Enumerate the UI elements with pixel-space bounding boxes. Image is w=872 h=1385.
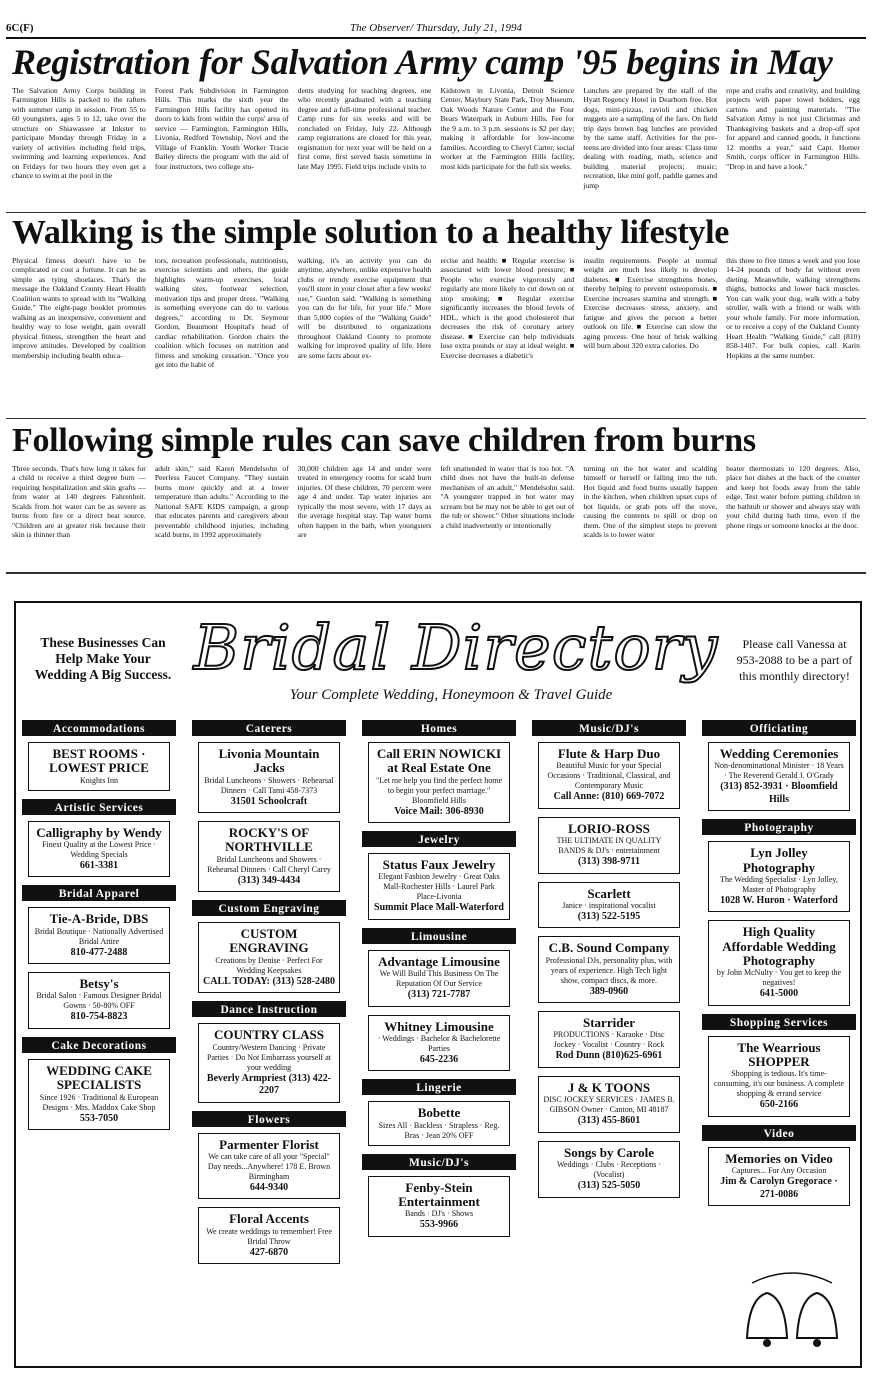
advertisement (538, 936, 680, 1003)
directory-column (532, 720, 686, 1206)
directory-column (192, 720, 346, 1272)
advertisement (538, 742, 680, 809)
category-heading: Photography (702, 819, 856, 835)
ad-business-name: Flute & Harp Duo (557, 746, 661, 761)
category-heading: Music/DJ's (362, 1154, 516, 1170)
ad-business-name: Whitney Limousine (384, 1018, 494, 1034)
advertisement (198, 821, 340, 892)
advertisement (708, 1147, 850, 1206)
headline: Following simple rules can save children from burns (12, 422, 756, 459)
ad-business-name: Starrider (583, 1015, 635, 1031)
ad-contact: (313) 455-8601 (577, 1115, 641, 1127)
ad-contact: Summit Place Mall-Waterford (374, 902, 504, 914)
ad-description: "Let me help you find the perfect home to begin your perfect marriage." Bloomfield Hills (375, 775, 503, 805)
ad-description: We can take care of all your "Special" Day needs...Anywhere! 178 E. Brown Birmingham (207, 1151, 331, 1181)
ad-contact: 810-477-2488 (70, 946, 128, 958)
advertisement (368, 742, 510, 823)
ad-contact: 1028 W. Huron · Waterford (720, 894, 838, 906)
ad-description: Sizes All · Backless · Strapless · Reg. Bras · Jean 20% OFF (378, 1120, 500, 1140)
body-column: 30,000 children age 14 and under were treated in emergency rooms for scald burn injuries. Of these children, 70 percent were age 4 and under. Tap water injuries are typically the most severe, with 17 days as the average hospital stay. Tap water burns often happen in the bath, when youngsters are (297, 464, 432, 540)
body-column: this three to five times a week and you lose 14-24 pounds of body fat without even dieting. Meanwhile, walking strengthens thighs, buttocks and lower back muscles. You can walk your dog, walk with a baby stroller, walk with a friend or walk with your whole family. For more information, or to receive a copy of the Oakland County Heart Health "Walking Guide," call (810) 858-1407. For bulk copies, call Karin Hopkins at the same number. (726, 256, 860, 360)
body-column: ercise and health: ■ Regular exercise is associated with lower blood pressure; ■ People who exercise vigorously and regularly are more likely to cut down on or stop smoking; ■ Regular exercise significantly increases the blood levels of HDL, which is the good cholesterol that decreases the risk of coronary artery disease. ■ Exercise can help individuals lose extra pounds or stay at ideal weight. ■ Exercise decreases a diabetic's (440, 256, 575, 360)
ad-description: DISC JOCKEY SERVICES · JAMES B. GIBSON Owner · Canton, MI 48187 (543, 1095, 675, 1115)
category-heading: Music/DJ's (532, 720, 686, 736)
ad-business-name: Bobette (417, 1105, 461, 1121)
ad-description: THE ULTIMATE IN QUALITY BANDS & DJ's · entertainment (556, 836, 662, 856)
body-column: tors, recreation professionals, nutritionists, exercise scientists and others, the guide highlights warm-up exercises, local walking sites, footwear selection, motivation tips and proper dress. "Walking is something everyone can do to various degrees," according to Dr. Seymour Gordon, Beaumont Hospital's head of cardiac rehabilitation. Gordon chairs the coalition which focuses on nutrition and fitness and smoking cessation. "Once you get into the habit of (154, 256, 289, 370)
body-column: Forest Park Subdivision in Farmington Hills. This marks the sixth year the Farmington Hills facility has opened its doors to kids from within the corps' area of service — Farmington, Farmington Hills, Livonia, Redford Township, Novi and the Village of Franklin. Youth Worker Tracie Bailey directs the program with the aid of four instructors, two college stu- (154, 86, 289, 171)
advertisement (538, 1076, 680, 1133)
ad-description: Beautiful Music for your Special Occasions · Traditional, Classical, and Contemporary Music (547, 761, 671, 791)
category-heading: Custom Engraving (192, 900, 346, 916)
ad-description: PRODUCTIONS · Karaoke · Disc Jockey · Vocalist · Country · Rock (553, 1030, 665, 1050)
body-column: Kidstown in Livonia, Detroit Science Center, Maybury State Park, Troy Museum, Oak Woods Nature Center and the Four Bears Waterpark in Auburn Hills. Fee for the 9 a.m. to 3 p.m. sessions is $2 per day; making it affordable for low-income families. According to Cheryl Carter, social worker at the Farmington Hills facility, most kids participate for the full six weeks. (440, 86, 575, 171)
category-heading: Bridal Apparel (22, 885, 176, 901)
advertisement (28, 972, 170, 1029)
ad-description: Janice · inspirational vocalist (562, 900, 656, 910)
masthead: The Observer/ Thursday, July 21, 1994 (349, 22, 522, 34)
ad-business-name: Call ERIN NOWICKI at Real Estate One (376, 746, 502, 776)
category-heading: Caterers (192, 720, 346, 736)
ad-business-name: Floral Accents (229, 1211, 309, 1227)
ad-contact: Beverly Armpriest (313) 422-2207 (206, 1072, 332, 1097)
section-divider (6, 572, 866, 574)
ad-contact: 644-9340 (249, 1181, 289, 1193)
ad-business-name: LORIO-ROSS (568, 820, 650, 836)
ad-business-name: Wedding Ceremonies (719, 746, 839, 761)
body-column: insulin requirements. People at normal weight are much less likely to develop diabetes. ■ Exercise strengthens bones, thereby helping to prevent osteoporosis. ■ Exercise increases stamina and strength. ■ Exercise decreases stress, anxiety, and fatigue and gives the person a better outlook on life. ■ Exercise can slow the aging process. One hour of brisk walking will burn about 320 extra calories. Do (583, 256, 718, 351)
headline: Walking is the simple solution to a healthy lifestyle (12, 214, 730, 251)
ad-description: · Weddings · Bachelor & Bachelorette Parties (377, 1033, 501, 1053)
advertisement (538, 1011, 680, 1068)
ad-business-name: Parmenter Florist (219, 1136, 319, 1152)
body-column: left unattended in water that is too hot. "A child does not have the built-in defense mechanism of an adult," Mendelsohn said. "A youngster trapped in hot water may scream but he may not be able to get out of the tub or shower." Other situations include a child inadvertently or intentionally (440, 464, 575, 530)
page-header (6, 20, 866, 36)
advertisement (708, 1036, 850, 1117)
category-heading: Artistic Services (22, 799, 176, 815)
ad-description: We create weddings to remember! Free Bridal Throw (206, 1226, 332, 1246)
story-burns (12, 424, 860, 569)
advertisement (708, 742, 850, 811)
advertisement (368, 1176, 510, 1237)
ad-contact: Rod Dunn (810)625-6961 (555, 1050, 663, 1062)
page-number: 6C(F) (6, 22, 34, 34)
directory-subtitle: Your Complete Wedding, Honeymoon & Travel Guide (289, 687, 613, 703)
ad-contact: 641-5000 (759, 988, 799, 1000)
story-walking (12, 216, 860, 396)
ad-business-name: CUSTOM ENGRAVING (229, 926, 309, 956)
ad-business-name: Livonia Mountain Jacks (218, 746, 320, 776)
category-heading: Officiating (702, 720, 856, 736)
body-column: dents studying for teaching degrees, one who recently graduated with a teaching degree and a full-time professional teacher. Camp runs for six weeks and will be concluded on Friday, July 22. Although camp registrations are closed for this year, registration for next year will be held on a first come, first served basis sometime in late May 1995. Field trips include visits to (297, 86, 432, 171)
body-column: The Salvation Army Corps building in Farmington Hills is packed to the rafters with summer camp in session. From 55 to 60 youngsters, ages 5 to 12, take over the structure on Shiawassee at Inkster to participate Monday through Friday in a variety of activities including field trips, swimming and learning experiences. And on Fridays for two hours they even get a chance to swim at the pool in the (12, 86, 146, 181)
body-column: Lunches are prepared by the staff of the Hyatt Regency Hotel in Dearborn free. Hot dogs, mini-pizzas, ravioli and chicken nuggets are a sampling of the fare. On field trip days brown bag lunches are provided by the same staff. Activities for the pre-teens are divided into four areas: Class time dealing with reading, math, science and building material projects; music; recreation, like mini golf, paddle games and jump (583, 86, 718, 190)
directory-contact-note: Please call Vanessa at 953-2088 to be a part of this monthly directory! (736, 637, 853, 684)
category-heading: Homes (362, 720, 516, 736)
body-column: turning on the hot water and scalding himself or herself or falling into the tub. Hot liquid and food burns usually happen in the kitchen, when children upset cups of hot liquids, or grab pots off the stove, causing the contents to spill or drop on them. One of the simplest steps to prevent scalds is to lower water (583, 464, 718, 540)
story-salvation-army (12, 44, 860, 206)
bridal-directory (14, 601, 862, 1368)
body-column: rope and crafts and creativity, and building projects with paper towel holders, egg cartons and painting materials. "The Salvation Army is not just Christmas and Thanksgiving baskets and a drop-off spot for apparel and canned goods, it functions 12 months a year," said Capt. Homer Smith, corps officer in Farmington Hills. "Drop in and have a look." (726, 86, 860, 171)
ad-business-name: The Wearrious SHOPPER (737, 1039, 821, 1070)
ad-description: Non-denominational Minister · 18 Years · The Reverend Gerald J. O'Grady (714, 761, 844, 781)
ad-business-name: WEDDING CAKE SPECIALISTS (46, 1062, 152, 1093)
ad-business-name: COUNTRY CLASS (214, 1027, 324, 1043)
ad-business-name: Tie-A-Bride, DBS (49, 911, 149, 927)
ad-description: Weddings · Clubs · Receptions · (Vocalist) (556, 1160, 661, 1180)
ad-business-name: Scarlett (587, 885, 631, 901)
category-heading: Accommodations (22, 720, 176, 736)
ad-contact: CALL TODAY: (313) 528-2480 (203, 975, 335, 987)
category-heading: Lingerie (362, 1079, 516, 1095)
category-heading: Flowers (192, 1111, 346, 1127)
advertisement (198, 1133, 340, 1200)
ad-description: We Will Build This Business On The Reputation Of Our Service (379, 969, 499, 989)
ad-contact: (313) 525-5050 (577, 1180, 641, 1192)
ad-description: Knights Inn (80, 775, 118, 785)
category-heading: Dance Instruction (192, 1001, 346, 1017)
advertisement (538, 882, 680, 929)
ad-description: Bridal Boutique · Nationally Advertised Bridal Attire (34, 926, 164, 946)
ad-contact: Jim & Carolyn Gregorace · 271-0086 (720, 1176, 838, 1200)
body-column: heater thermostats to 120 degrees. Also, place hot dishes at the back of the counter and keep hot foods away from the table edge. Test water before putting children in the bathtub or shower and always stay with your child during bath time, even if the phone rings or someone knocks at the door. (726, 464, 860, 530)
advertisement (28, 742, 170, 791)
ad-contact: 553-9966 (419, 1219, 459, 1231)
ad-business-name: Advantage Limousine (378, 953, 500, 969)
ad-description: Bands · DJ's · Shows (404, 1209, 474, 1219)
advertisement (538, 1141, 680, 1198)
headline: Registration for Salvation Army camp '95 begins in May (12, 42, 833, 82)
ad-contact: 31501 Schoolcraft (230, 795, 308, 807)
advertisement (28, 1059, 170, 1130)
ad-contact: (313) 721-7787 (407, 989, 471, 1001)
ad-contact: Voice Mail: 306-8930 (394, 805, 484, 817)
ad-contact: 810-754-8823 (70, 1011, 128, 1023)
story-divider (6, 212, 866, 213)
ad-description: Creations by Denise · Perfect For Wedding Keepsakes (215, 955, 323, 975)
ad-contact: (313) 398-9711 (578, 856, 640, 868)
ad-description: Captures... For Any Occasion (731, 1166, 827, 1176)
category-heading: Jewelry (362, 831, 516, 847)
ad-business-name: Calligraphy by Wendy (36, 824, 162, 840)
ad-contact: 650-2166 (759, 1099, 799, 1111)
ad-description: Professional DJs, personality plus, with years of experience. High Tech light show, compact discs, & more. (545, 955, 673, 985)
advertisement (708, 841, 850, 912)
ad-contact: 645-2236 (419, 1053, 459, 1065)
ad-description: Bridal Salon · Famous Designer Bridal Gowns · 50-80% OFF (36, 991, 162, 1011)
ad-business-name: BEST ROOMS · LOWEST PRICE (49, 746, 149, 776)
body-column: walking, it's an activity you can do anytime, anywhere, unlike expensive health clubs or trendy exercise equipment that you'll store in your closet after a few weeks' use," Gordon said. "Walking is something you can do for life, for your life." More than 5,000 copies of the "Walking Guide" will be distributed to organizations throughout Oakland County to promote walking for improved quality of life. Here are some facts about ex- (297, 256, 432, 360)
ad-business-name: ROCKY'S OF NORTHVILLE (225, 825, 313, 855)
ad-business-name: Songs by Carole (563, 1144, 655, 1160)
ad-description: Country/Western Dancing · Private Parties · Do Not Embarrass yourself at your wedding (207, 1042, 331, 1072)
category-heading: Limousine (362, 928, 516, 944)
body-column: Physical fitness doesn't have to be complicated or cost a fortune. It can be as simple as tying shoelaces. That's the message the Oakland County Heart Health Coalition wants to spread with its "Walking Guide." The eight-page booklet promotes walking as an inexpensive, convenient and healthy way to lose weight, gain overall physical fitness, strengthen the heart and improve attitudes. Developed by coalition membership including health educa- (12, 256, 146, 360)
advertisement (198, 1207, 340, 1264)
category-heading: Shopping Services (702, 1014, 856, 1030)
ad-description: Finest Quality at the Lowest Price · Wedding Specials (42, 839, 156, 859)
advertisement (368, 1101, 510, 1145)
ad-business-name: Memories on Video (725, 1150, 833, 1166)
ad-description: by John McNulty · You get to keep the negatives! (716, 968, 842, 988)
ad-description: Shopping is tedious. It's time-consuming, it's our business. A complete shopping & errand service (713, 1069, 845, 1099)
directory-column (362, 720, 516, 1245)
story-divider (6, 418, 866, 419)
directory-title: Bridal Directory (193, 611, 719, 684)
ad-business-name: High Quality Affordable Wedding Photography (722, 924, 836, 968)
advertisement (708, 920, 850, 1005)
ad-contact: Call Anne: (810) 669-7072 (553, 791, 665, 803)
ad-business-name: C.B. Sound Company (548, 940, 670, 956)
advertisement (198, 922, 340, 993)
advertisement (368, 853, 510, 920)
ad-contact: (313) 349-4434 (237, 874, 301, 886)
ad-description: The Wedding Specialist · Lyn Jolley, Master of Photography (720, 874, 838, 894)
directory-intro: These Businesses Can Help Make Your Wedding A Big Success. (34, 635, 172, 683)
ad-contact: (313) 522-5195 (577, 910, 641, 922)
ad-description: Elegant Fashion Jewelry · Great Oaks Mall-Rochester Hills · Laurel Park Place-Livonia (378, 872, 500, 902)
ad-contact: 661-3381 (79, 859, 119, 871)
advertisement (198, 742, 340, 813)
ad-business-name: Lyn Jolley Photography (742, 845, 816, 875)
category-heading: Cake Decorations (22, 1037, 176, 1053)
body-column: Three seconds. That's how long it takes for a child to receive a third degree burn — requiring hospitalization and skin grafts — from water at 140 degrees Fahrenheit. Scalds from hot water can be as severe as burns from fire or a direct heat source. "Children are at greater risk because their skin is thinner than (12, 464, 146, 540)
ad-contact: 553-7050 (79, 1112, 119, 1124)
ad-contact: 427-6870 (249, 1246, 289, 1258)
advertisement (198, 1023, 340, 1102)
ad-business-name: Betsy's (79, 976, 119, 992)
ad-description: Since 1926 · Traditional & European Designs · Mrs. Maddox Cake Shop (39, 1092, 159, 1112)
ad-business-name: J & K TOONS (567, 1079, 651, 1095)
ad-business-name: Fenby-Stein Entertainment (398, 1179, 480, 1210)
wedding-bells-icon (732, 1263, 857, 1363)
ad-description: Bridal Luncheons · Showers · Rehearsal Dinners · Call Tami 458-7373 (204, 775, 334, 795)
advertisement (28, 821, 170, 878)
ad-contact: 389-0960 (589, 985, 629, 997)
ad-contact: (313) 852-3931 · Bloomfield Hills (720, 781, 838, 805)
advertisement (368, 1015, 510, 1072)
ad-description: Bridal Luncheons and Showers · Rehearsal Dinners · Call Cheryl Carey (207, 854, 331, 874)
advertisement (538, 817, 680, 874)
advertisement (28, 907, 170, 964)
directory-column (22, 720, 176, 1138)
category-heading: Video (702, 1125, 856, 1141)
ad-business-name: Status Faux Jewelry (382, 857, 496, 873)
advertisement (368, 950, 510, 1007)
body-column: adult skin," said Karen Mendelsohn of Peerless Faucet Company. "They sustain burns more quickly and at a lower temperature than adults." According to the National SAFE KIDS campaign, a group that educates parents and caregivers about preventable childhood injuries, including scald burns, in 1992 approximately (154, 464, 289, 540)
directory-column (702, 720, 856, 1214)
header-rule (6, 37, 866, 39)
